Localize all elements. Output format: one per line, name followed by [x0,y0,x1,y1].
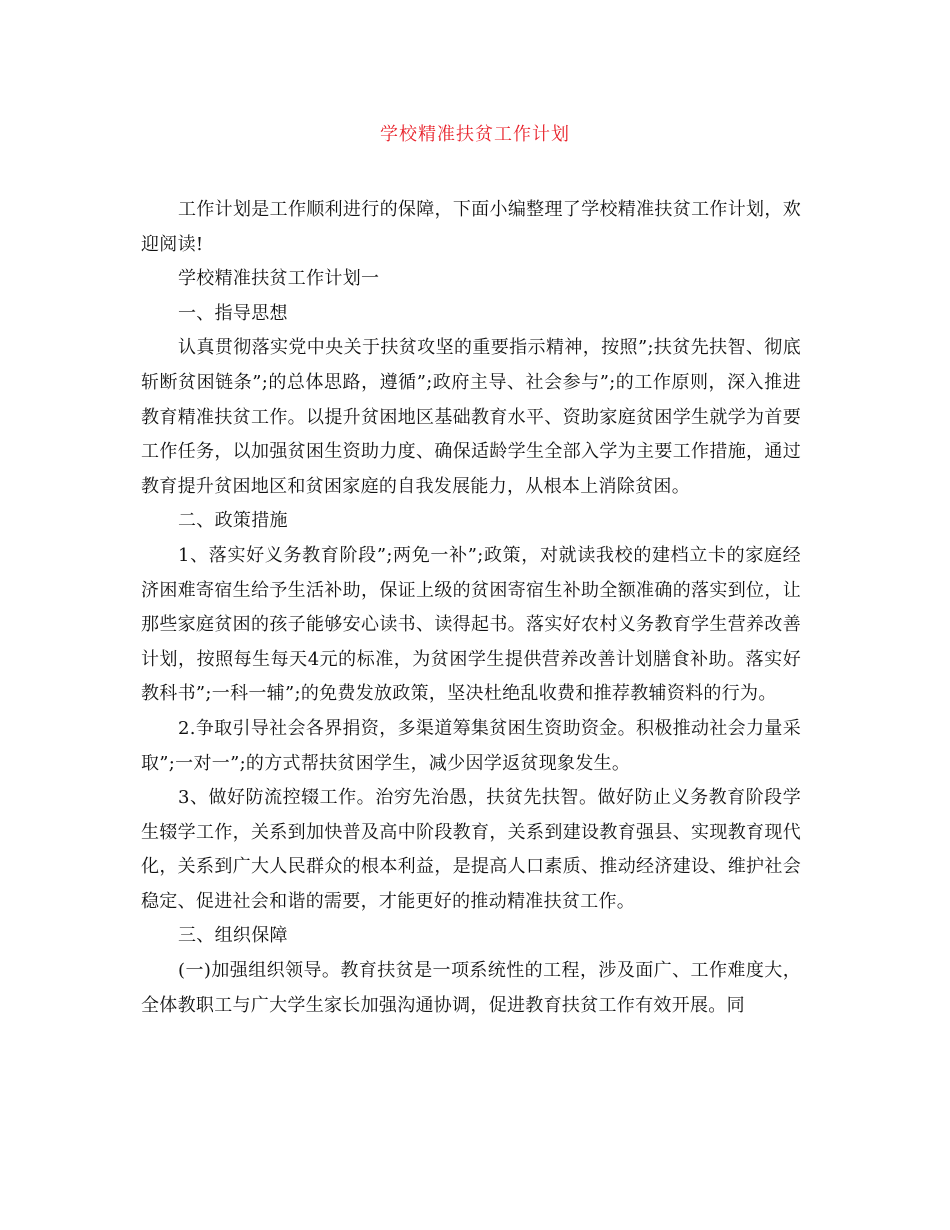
section-heading-policy-measures: 二、政策措施 [178,510,288,532]
guiding-ideology-paragraph: 认真贯彻落实党中央关于扶贫攻坚的重要指示精神，按照”;扶贫先扶智、彻底斩断贫困链条”;的总体思路，遵循”;政府主导、社会参与”;的工作原则，深入推进教育精准扶贫工作。以提升贫困地区基础教育水平、资助家庭贫困学生就学为首要工作任务，以加强贫困生资助力度、确保适龄学生全部入学为主要工作措施，通过教育提升贫困地区和贫困家庭的自我发展能力，从根本上消除贫困。 [141,337,801,497]
plan-heading: 学校精准扶贫工作计划一 [178,268,380,290]
document-body [141,193,801,1023]
policy-paragraph-1: 1、落实好义务教育阶段”;两免一补”;政策，对就读我校的建档立卡的家庭经济困难寄宿生给予生活补助，保证上级的贫困寄宿生补助全额准确的落实到位，让那些家庭贫困的孩子能够安心读书、读得起书。落实好农村义务教育学生营养改善计划，按照每生每天4元的标准，为贫困学生提供营养改善计划膳食补助。落实好教科书”;一科一辅”;的免费发放政策，坚决杜绝乱收费和推荐教辅资料的行为。 [141,544,801,705]
policy-paragraph-2: 2.争取引导社会各界捐资，多渠道筹集贫困生资助资金。积极推动社会力量采取”;一对一”;的方式帮扶贫困学生，减少因学返贫现象发生。 [141,717,801,774]
section-heading-organization: 三、组织保障 [178,925,288,947]
intro-paragraph: 工作计划是工作顺利进行的保障，下面小编整理了学校精准扶贫工作计划，欢迎阅读! [141,199,801,255]
section-heading-guiding-ideology: 一、指导思想 [178,302,288,324]
document-title: 学校精准扶贫工作计划 [380,124,570,145]
policy-paragraph-3: 3、做好防流控辍工作。治穷先治愚，扶贫先扶智。做好防止义务教育阶段学生辍学工作，关系到加快普及高中阶段教育，关系到建设教育强县、实现教育现代化，关系到广大人民群众的根本利益，是提高人口素质、推动经济建设、维护社会稳定、促进社会和谐的需要，才能更好的推动精准扶贫工作。 [141,787,801,912]
organization-paragraph-1: (一)加强组织领导。教育扶贫是一项系统性的工程，涉及面广、工作难度大，全体教职工与广大学生家长加强沟通协调，促进教育扶贫工作有效开展。同 [141,960,801,1016]
